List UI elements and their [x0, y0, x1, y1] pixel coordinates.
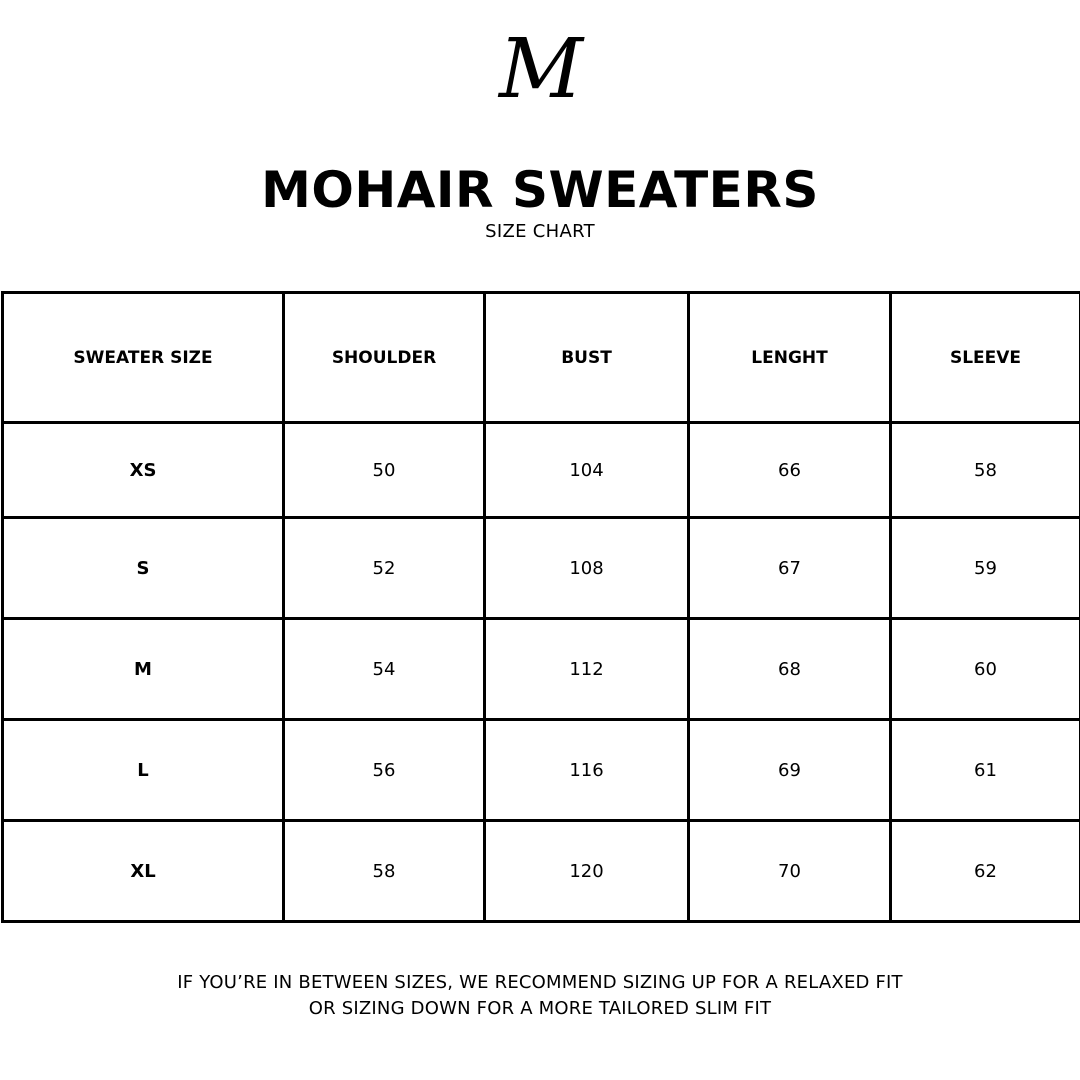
- column-header-sleeve: SLEEVE: [891, 293, 1080, 423]
- bust-cell: 112: [485, 619, 689, 720]
- sleeve-cell: 60: [891, 619, 1080, 720]
- column-header-bust: BUST: [485, 293, 689, 423]
- length-cell: 69: [689, 720, 891, 821]
- length-cell: 70: [689, 821, 891, 922]
- brand-logo: M: [499, 22, 581, 117]
- shoulder-cell: 52: [284, 518, 485, 619]
- column-header-length: LENGHT: [689, 293, 891, 423]
- sleeve-cell: 58: [891, 423, 1080, 518]
- shoulder-cell: 50: [284, 423, 485, 518]
- bust-cell: 108: [485, 518, 689, 619]
- table-row: [3, 518, 1080, 619]
- table-row: [3, 720, 1080, 821]
- size-chart-table: [1, 291, 1080, 923]
- shoulder-cell: 58: [284, 821, 485, 922]
- sizing-note-line-1: IF YOU’RE IN BETWEEN SIZES, WE RECOMMEND SIZING UP FOR A RELAXED FIT: [177, 972, 903, 993]
- sleeve-cell: 59: [891, 518, 1080, 619]
- bust-cell: 104: [485, 423, 689, 518]
- size-cell: XL: [3, 821, 284, 922]
- size-cell: L: [3, 720, 284, 821]
- shoulder-cell: 54: [284, 619, 485, 720]
- table-row: [3, 821, 1080, 922]
- table-row: [3, 619, 1080, 720]
- sizing-note-line-2: OR SIZING DOWN FOR A MORE TAILORED SLIM FIT: [308, 998, 772, 1019]
- page-subtitle: SIZE CHART: [485, 221, 595, 242]
- size-cell: XS: [3, 423, 284, 518]
- page-title: MOHAIR SWEATERS: [261, 161, 819, 219]
- bust-cell: 120: [485, 821, 689, 922]
- column-header-sweater-size: SWEATER SIZE: [3, 293, 284, 423]
- sizing-note: [0, 970, 1080, 1022]
- length-cell: 67: [689, 518, 891, 619]
- length-cell: 66: [689, 423, 891, 518]
- size-cell: S: [3, 518, 284, 619]
- sleeve-cell: 62: [891, 821, 1080, 922]
- column-header-shoulder: SHOULDER: [284, 293, 485, 423]
- sleeve-cell: 61: [891, 720, 1080, 821]
- length-cell: 68: [689, 619, 891, 720]
- table-header-row: [3, 293, 1080, 423]
- bust-cell: 116: [485, 720, 689, 821]
- table-row: [3, 423, 1080, 518]
- size-cell: M: [3, 619, 284, 720]
- shoulder-cell: 56: [284, 720, 485, 821]
